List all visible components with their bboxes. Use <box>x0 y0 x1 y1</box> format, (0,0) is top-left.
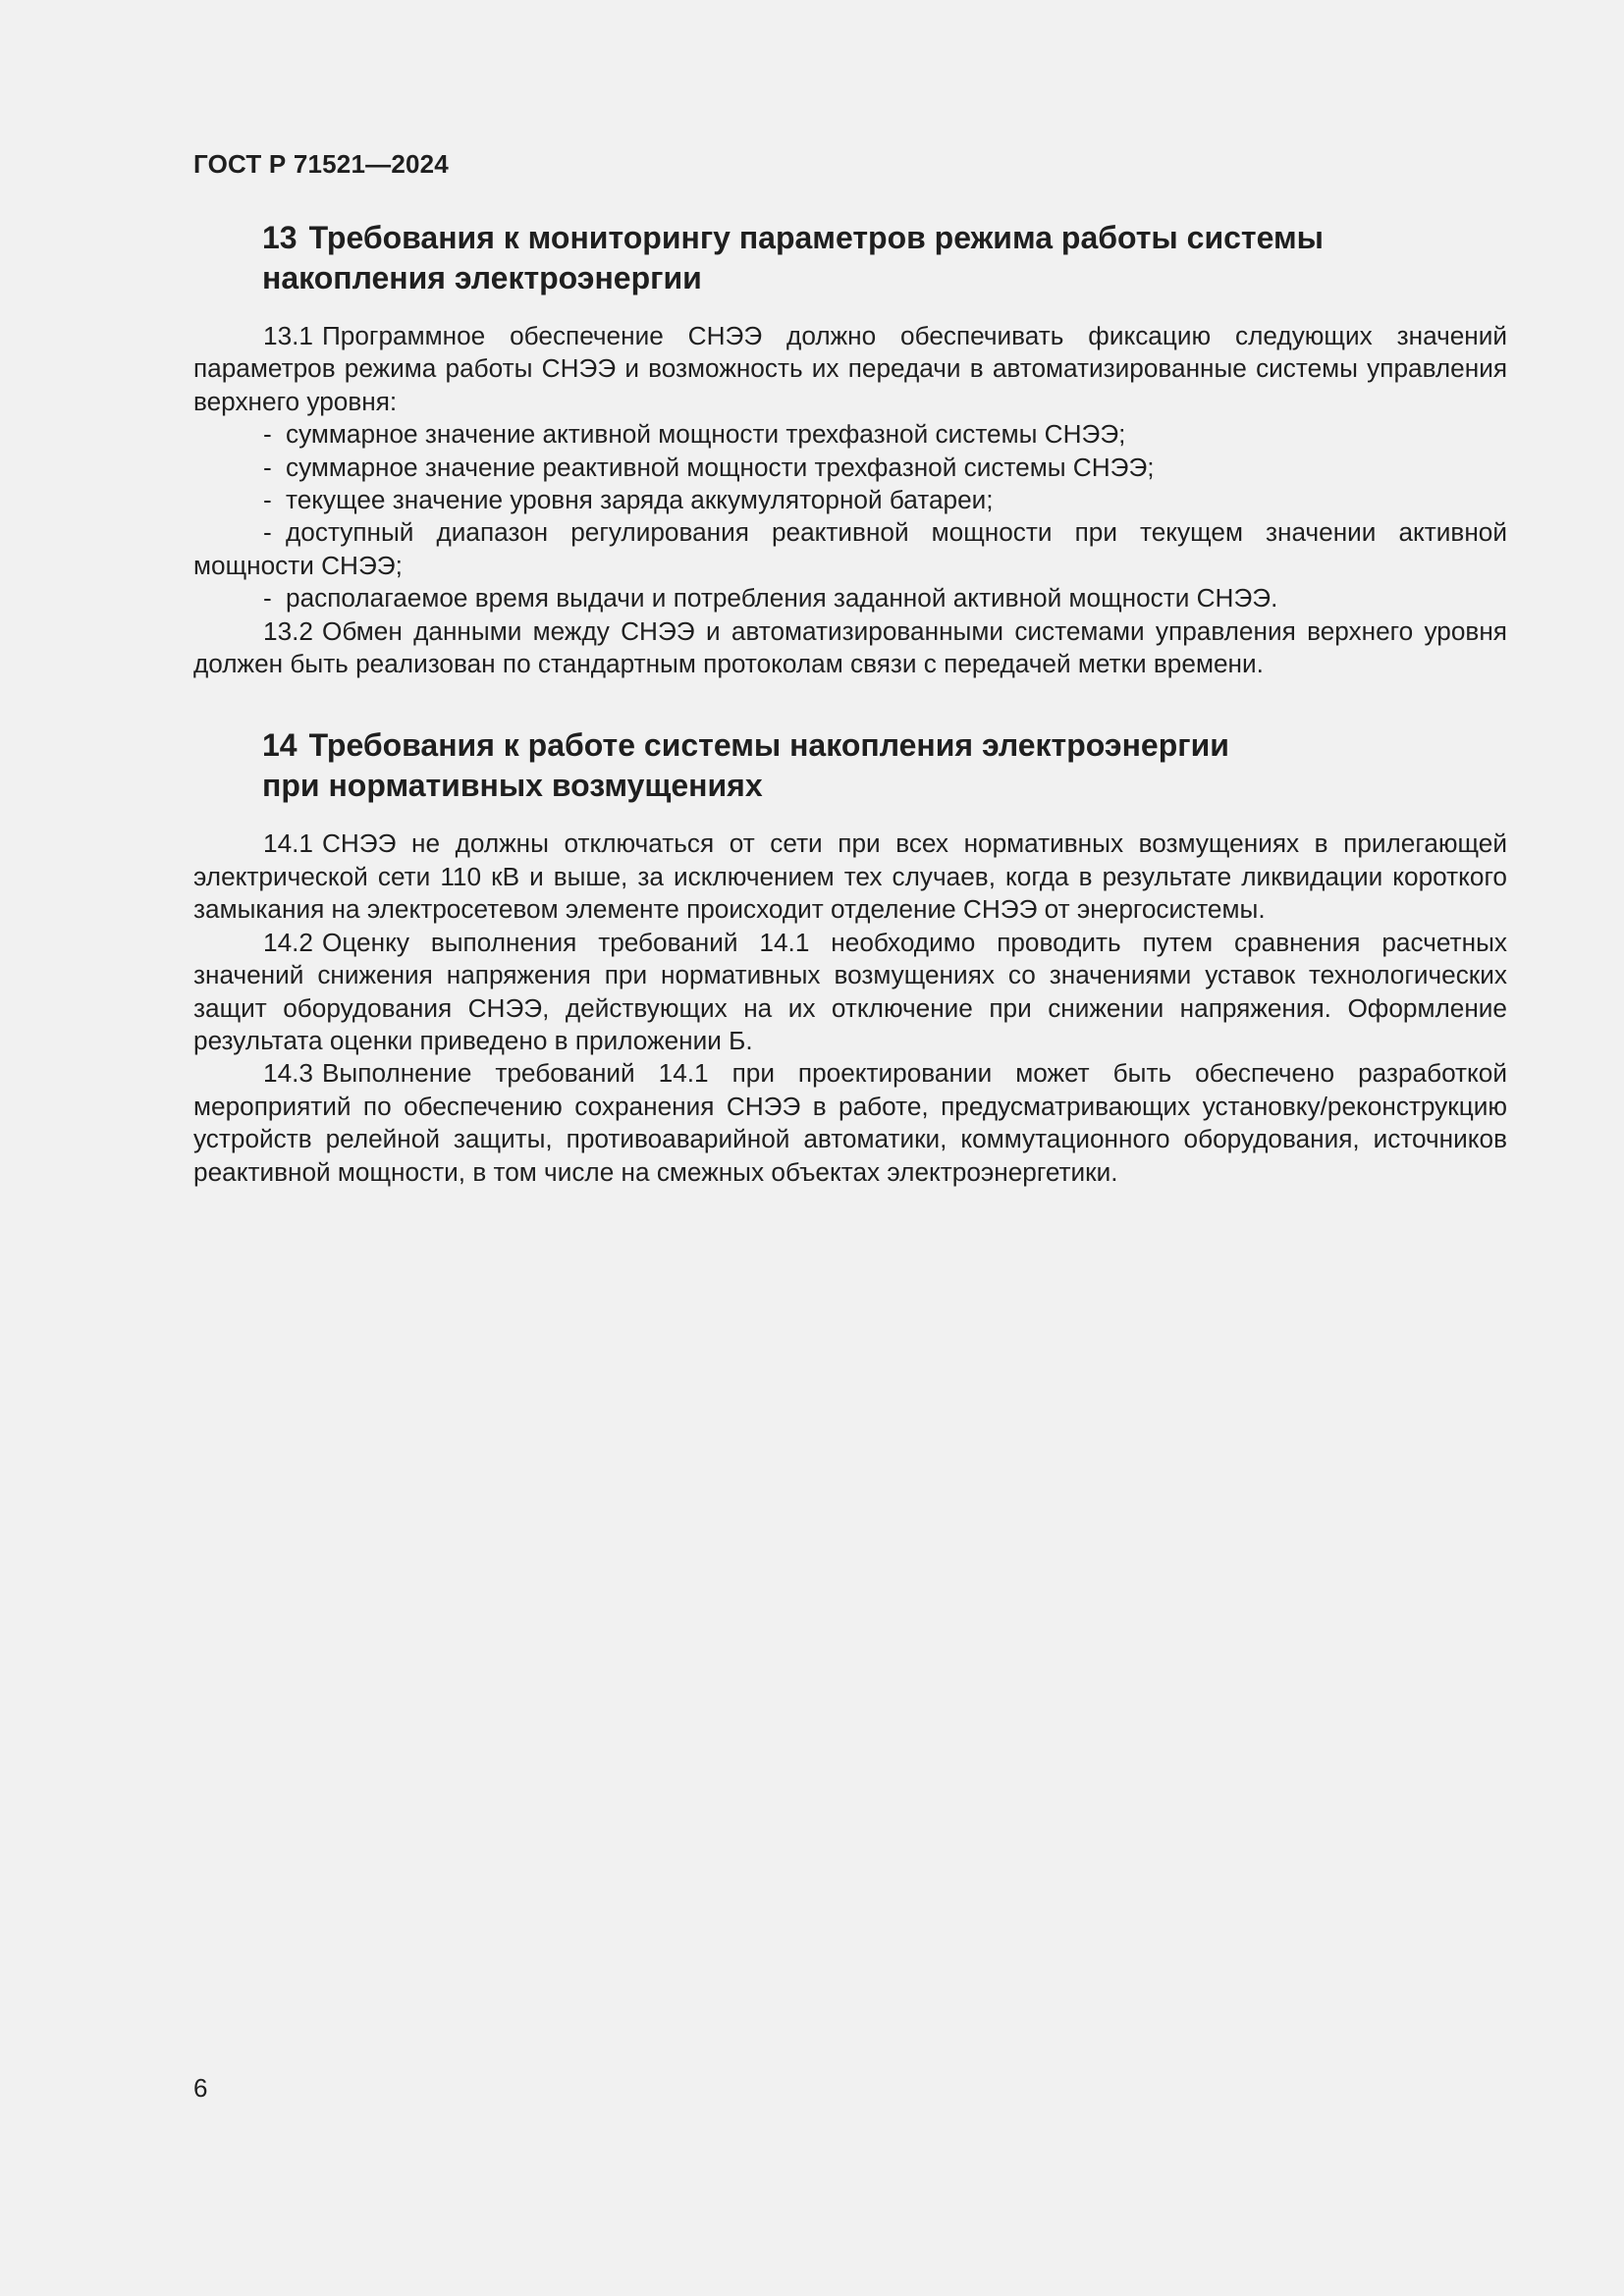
clause-text: Программное обеспечение СНЭЭ должно обеспечивать фиксацию следующих значений параметров режима работы СНЭЭ и возможность их передачи в автоматизированные системы управления верхнего уровня: <box>193 321 1507 416</box>
section-title-line-1 <box>262 218 1507 258</box>
section-14 <box>193 725 1507 1188</box>
clause-14-2 <box>193 927 1507 1058</box>
parameter-list <box>193 418 1507 614</box>
clause-text: Оценку выполнения требований 14.1 необходимо проводить путем сравнения расчетных значений снижения напряжения при нормативных возмущениях со значениями уставок технологических защит оборудования СНЭЭ, действующих на их отключение при снижении напряжения. Оформление результата оценки приведено в приложении Б. <box>193 927 1507 1055</box>
clause-14-3 <box>193 1057 1507 1189</box>
list-item-text: располагаемое время выдачи и потребления заданной активной мощности СНЭЭ. <box>286 583 1278 614</box>
list-dash: - <box>263 583 272 614</box>
clause-14-1 <box>193 828 1507 926</box>
section-13 <box>193 218 1507 680</box>
standard-id: ГОСТ Р 71521—2024 <box>193 149 449 179</box>
clause-number: 13.2 <box>263 615 313 646</box>
list-item <box>193 582 1507 614</box>
section-heading <box>193 725 1507 806</box>
document-body <box>193 218 1507 1189</box>
clause-number: 14.2 <box>263 927 313 957</box>
clause-text: СНЭЭ не должны отключаться от сети при всех нормативных возмущениях в прилегающей электрической сети 110 кВ и выше, за исключением тех случаев, когда в результате ликвидации короткого замыкания на электросетевом элементе происходит отделение СНЭЭ от энергосистемы. <box>193 828 1507 925</box>
list-item-text: суммарное значение реактивной мощности трехфазной системы СНЭЭ; <box>286 452 1155 482</box>
list-dash: - <box>263 485 272 515</box>
list-dash: - <box>263 452 272 482</box>
list-item-text: суммарное значение активной мощности трехфазной системы СНЭЭ; <box>286 419 1126 450</box>
section-title-line-1 <box>262 725 1507 766</box>
list-item <box>193 516 1507 582</box>
list-dash: - <box>263 419 272 450</box>
page-number: 6 <box>193 2073 208 2103</box>
clause-13-2 <box>193 615 1507 681</box>
section-title-text: Требования к мониторингу параметров режима работы системы <box>308 220 1324 255</box>
section-title-line-2: накопления электроэнергии <box>262 260 702 295</box>
section-number: 13 <box>262 220 298 255</box>
list-item-text: текущее значение уровня заряда аккумуляторной батареи; <box>286 485 994 515</box>
clause-13-1 <box>193 320 1507 418</box>
clause-text: Выполнение требований 14.1 при проектировании может быть обеспечено разработкой мероприятий по обеспечению сохранения СНЭЭ в работе, предусматривающих установку/реконструкцию устройств релейной защиты, противоаварийной автоматики, коммутационного оборудования, источников реактивной мощности, в том числе на смежных объектах электроэнергетики. <box>193 1058 1507 1187</box>
list-item <box>193 418 1507 451</box>
list-item <box>193 484 1507 516</box>
clause-text: Обмен данными между СНЭЭ и автоматизированными системами управления верхнего уровня должен быть реализован по стандартным протоколам связи с передачей метки времени. <box>193 615 1507 679</box>
clause-number: 14.1 <box>263 828 313 859</box>
list-item <box>193 452 1507 484</box>
section-title-text: Требования к работе системы накопления электроэнергии <box>308 727 1229 764</box>
list-dash: - <box>263 517 272 548</box>
clause-number: 14.3 <box>263 1058 313 1089</box>
section-number: 14 <box>262 727 298 764</box>
section-title-line-2: при нормативных возмущениях <box>262 768 763 804</box>
clause-number: 13.1 <box>263 321 313 350</box>
list-item-text: доступный диапазон регулирования реактивной мощности при текущем значении активной мощности СНЭЭ; <box>193 517 1507 580</box>
section-heading <box>193 218 1507 298</box>
